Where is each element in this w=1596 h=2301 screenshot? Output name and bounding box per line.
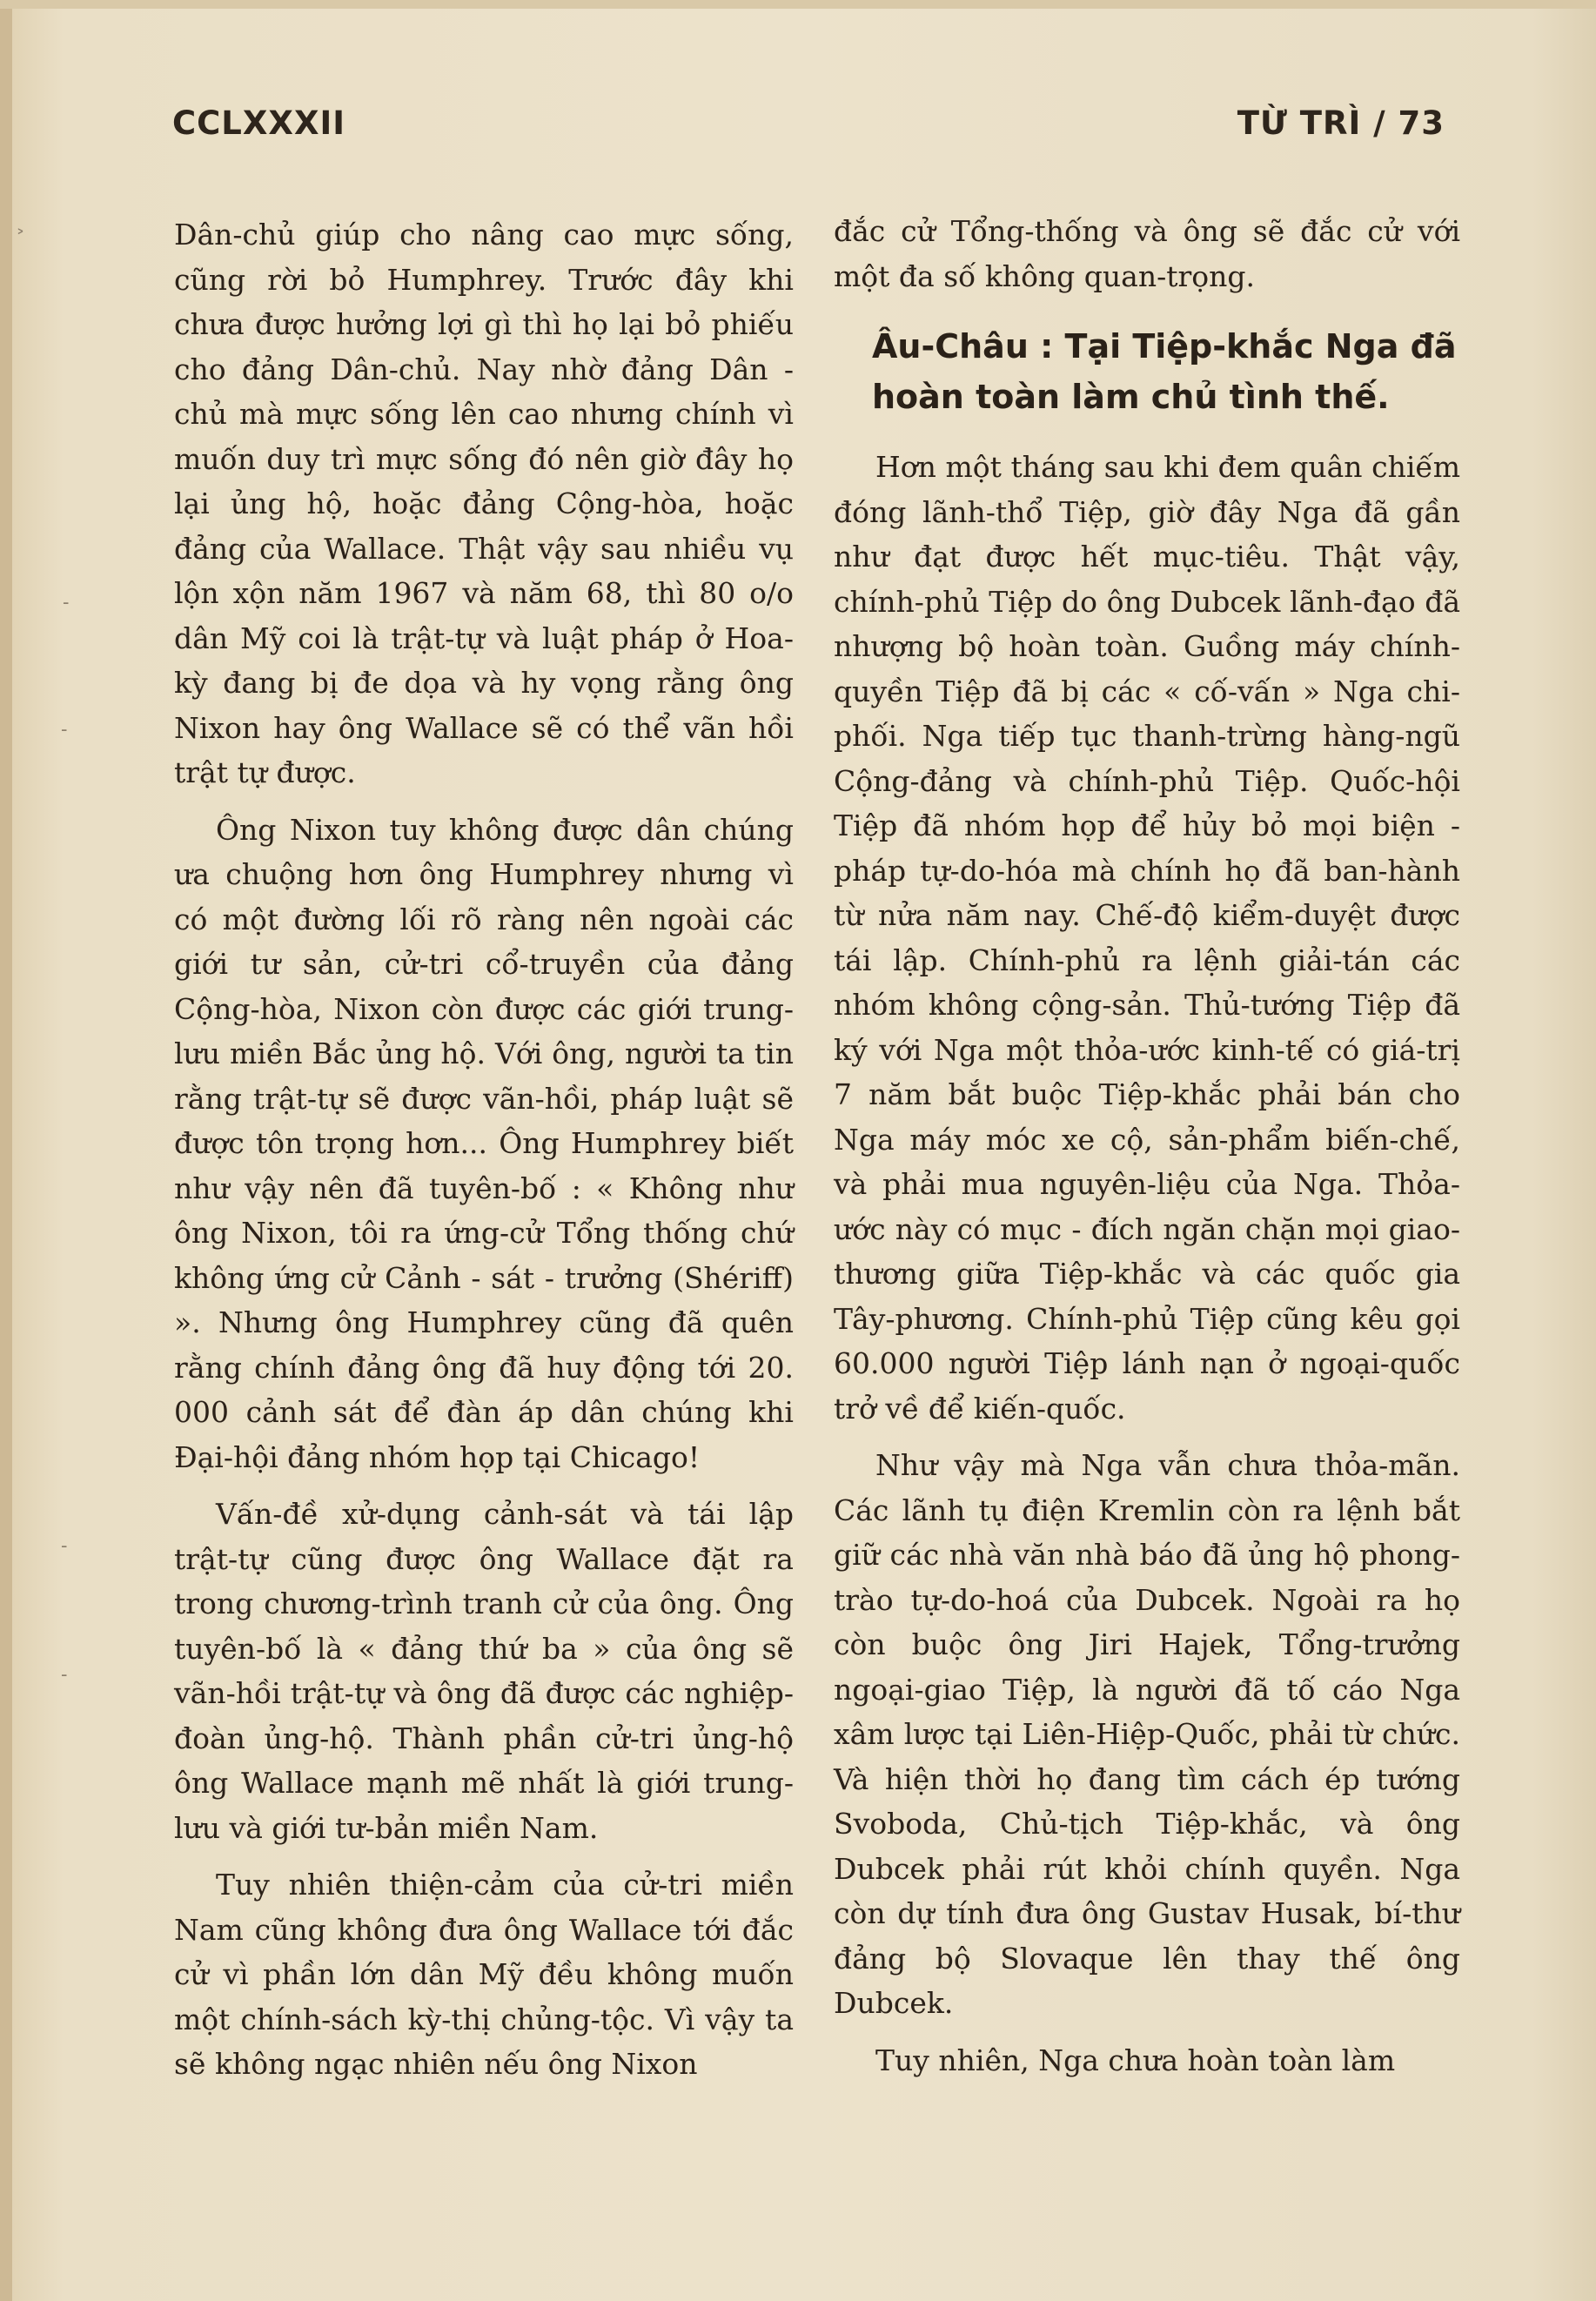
right-intro-paragraph: đắc cử Tổng-thống và ông sẽ đắc cử với một đa số không quan-trọng.: [834, 214, 1460, 293]
right-paragraph-1: Hơn một tháng sau khi đem quân chiếm đóng lãnh-thổ Tiệp, giờ đây Nga đã gần như đạt được hết mục-tiêu. Thật vậy, chính-phủ Tiệp do ông Dubcek lãnh-đạo đã nhượng bộ hoàn toàn. Guồng máy chính-quyền Tiệp đã bị các « cố-vấn » Nga chi-phối. Nga tiếp tục thanh-trừng hàng-ngũ Cộng-đảng và chính-phủ Tiệp. Quốc-hội Tiệp đã nhóm họp để hủy bỏ mọi biện - pháp tự-do-hóa mà chính họ đã ban-hành từ nửa năm nay. Chế-độ kiểm-duyệt được tái lập. Chính-phủ ra lệnh giải-tán các nhóm không cộng-sản. Thủ-tướng Tiệp đã ký với Nga một thỏa-ước kinh-tế có giá-trị 7 năm bắt buộc Tiệp-khắc phải bán cho Nga máy móc xe cộ, sản-phẩm biến-chế, và phải mua nguyên-liệu của Nga. Thỏa-ước này có mục - đích ngăn chặn mọi giao-thương giữa Tiệp-khắc và các quốc gia Tây-phương. Chính-phủ Tiệp cũng kêu gọi 60.000 người Tiệp lánh nạn ở ngoại-quốc trở về để kiến-quốc.: [834, 450, 1460, 1426]
right-paragraph-3: Tuy nhiên, Nga chưa hoàn toàn làm: [875, 2043, 1396, 2077]
right-paragraph-2: Như vậy mà Nga vẫn chưa thỏa-mãn. Các lãnh tụ điện Kremlin còn ra lệnh bắt giữ các nhà văn nhà báo đã ủng hộ phong-trào tự-do-hoá của Dubcek. Ngoài ra họ còn buộc ông Jiri Hajek, Tổng-trưởng ngoại-giao Tiệp, là người đã tố cáo Nga xâm lược tại Liên-Hiệp-Quốc, phải từ chức. Và hiện thời họ đang tìm cách ép tướng Svoboda, Chủ-tịch Tiệp-khắc, và ông Dubcek phải rút khỏi chính quyền. Nga còn dự tính đưa ông Gustav Husak, bí-thư đảng bộ Slovaque lên thay thế ông Dubcek.: [834, 1448, 1460, 2020]
right-column: [834, 209, 1460, 2083]
left-column: [174, 212, 794, 2087]
margin-mark-icon: ˃: [16, 228, 25, 250]
page-top-edge: [0, 0, 1596, 9]
margin-mark-icon: -: [61, 1535, 68, 1557]
section-heading-europe: Âu-Châu : Tại Tiệp-khắc Nga đã hoàn toàn làm chủ tình thế.: [872, 327, 1457, 416]
margin-mark-icon: -: [63, 592, 70, 614]
left-paragraph-1: Dân-chủ giúp cho nâng cao mực sống, cũng rời bỏ Humphrey. Trước đây khi chưa được hưởng lợi gì thì họ lại bỏ phiếu cho đảng Dân-chủ. Nay nhờ đảng Dân - chủ mà mực sống lên cao nhưng chính vì muốn duy trì mực sống đó nên giờ đây họ lại ủng hộ, hoặc đảng Cộng-hòa, hoặc đảng của Wallace. Thật vậy sau nhiều vụ lộn xộn năm 1967 và năm 68, thì 80 o/o dân Mỹ coi là trật-tự và luật pháp ở Hoa-kỳ đang bị đe dọa và hy vọng rằng ông Nixon hay ông Wallace sẽ có thể vãn hồi trật tự được.: [174, 218, 794, 789]
margin-mark-icon: -: [61, 719, 68, 741]
left-paragraph-4: Tuy nhiên thiện-cảm của cử-tri miền Nam cũng không đưa ông Wallace tới đắc cử vì phần lớn dân Mỹ đều không muốn một chính-sách kỳ-thị chủng-tộc. Vì vậy ta sẽ không ngạc nhiên nếu ông Nixon: [174, 1868, 794, 2081]
running-header: [172, 104, 1445, 157]
page-left-edge: [0, 0, 12, 2301]
margin-mark-icon: -: [61, 1664, 68, 1686]
left-paragraph-3: Vấn-đề xử-dụng cảnh-sát và tái lập trật-tự cũng được ông Wallace đặt ra trong chương-trình tranh cử của ông. Ông tuyên-bố là « đảng thứ ba » của ông sẽ vãn-hồi trật-tự và ông đã được các nghiệp-đoàn ủng-hộ. Thành phần cử-tri ủng-hộ ông Wallace mạnh mẽ nhất là giới trung-lưu và giới tư-bản miền Nam.: [174, 1497, 794, 1845]
left-paragraph-2: Ông Nixon tuy không được dân chúng ưa chuộng hơn ông Humphrey nhưng vì có một đường lối rõ ràng nên ngoài các giới tư sản, cử-tri cổ-truyền của đảng Cộng-hòa, Nixon còn được các giới trung-lưu miền Bắc ủng hộ. Với ông, người ta tin rằng trật-tự sẽ được vãn-hồi, pháp luật sẽ được tôn trọng hơn... Ông Humphrey biết như vậy nên đã tuyên-bố : « Không như ông Nixon, tôi ra ứng-cử Tổng thống chứ không ứng cử Cảnh - sát - trưởng (Shériff) ». Nhưng ông Humphrey cũng đã quên rằng chính đảng ông đã huy động tới 20. 000 cảnh sát để đàn áp dân chúng khi Đại-hội đảng nhóm họp tại Chicago!: [174, 812, 794, 1474]
header-section-number: CCLXXXII: [172, 104, 345, 142]
header-journal-page: TỪ TRÌ / 73: [1237, 104, 1445, 142]
